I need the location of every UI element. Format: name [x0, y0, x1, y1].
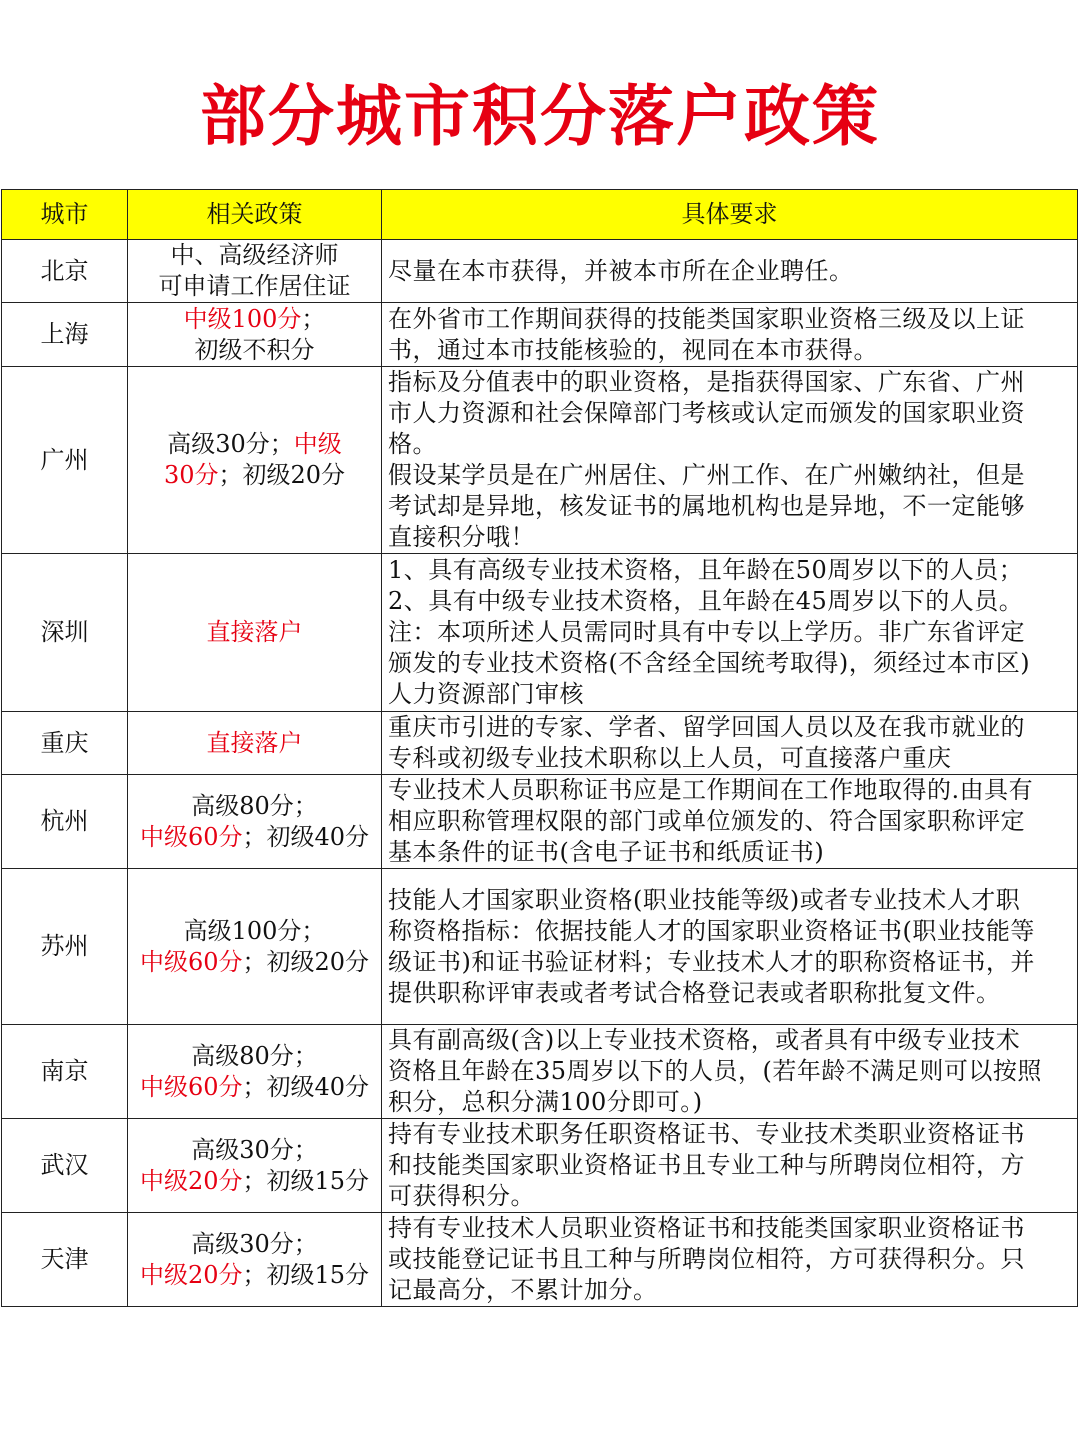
requirement-line: 和技能类国家职业资格证书且专业工种与所聘岗位相符，方 [388, 1151, 1025, 1179]
requirement-line: 格。 [388, 430, 437, 458]
policy-cell [128, 303, 382, 367]
city-cell: 南京 [2, 1025, 128, 1119]
city-cell: 重庆 [2, 712, 128, 775]
policy-line [128, 1041, 381, 1072]
policy-text: ；初级40分 [242, 822, 370, 851]
requirement-line: 重庆市引进的专家、学者、留学回国人员以及在我市就业的 [388, 713, 1025, 741]
requirement-line: 级证书)和证书验证材料；专业技术人才的职称资格证书，并 [388, 947, 1035, 976]
requirement-line: 直接积分哦！ [388, 523, 535, 551]
policy-line [128, 822, 381, 853]
requirement-line: 基本条件的证书(含电子证书和纸质证书) [388, 838, 825, 866]
policy-table [1, 189, 1078, 1307]
requirement-line: 专业技术人员职称证书应是工作期间在工作地取得的.由具有 [388, 776, 1034, 804]
requirement-line: 称资格指标：依据技能人才的国家职业资格证书(职业技能等 [388, 916, 1035, 945]
policy-cell [128, 1213, 382, 1307]
city-cell: 上海 [2, 303, 128, 367]
highlighted-score: 中级60分 [139, 822, 243, 851]
policy-line [128, 460, 381, 491]
requirement-line: 可获得积分。 [388, 1182, 535, 1210]
highlighted-score: 直接落户 [206, 728, 303, 757]
policy-line [128, 429, 381, 460]
requirement-line: 在外省市工作期间获得的技能类国家职业资格三级及以上证 [388, 304, 1025, 333]
city-cell: 苏州 [2, 869, 128, 1025]
policy-cell [128, 869, 382, 1025]
requirement-line: 假设某学员是在广州居住、广州工作、在广州嫩纳社，但是 [388, 461, 1025, 489]
table-row [2, 240, 1078, 303]
table-header-row [2, 190, 1078, 240]
highlighted-score: 中级60分 [139, 1072, 243, 1101]
policy-text: 高级30分； [167, 430, 294, 458]
requirement-cell [382, 240, 1078, 303]
highlighted-score: 30分 [163, 461, 219, 489]
table-row [2, 1213, 1078, 1307]
policy-line [128, 1260, 381, 1291]
policy-text: ；初级15分 [242, 1260, 370, 1289]
header-policy: 相关政策 [128, 190, 382, 240]
requirement-line: 具有副高级(含)以上专业技术资格，或者具有中级专业技术 [388, 1026, 1021, 1054]
requirement-cell [382, 1213, 1078, 1307]
city-cell: 杭州 [2, 775, 128, 869]
requirement-line: 1、具有高级专业技术资格，且年龄在50周岁以下的人员； [388, 556, 1024, 584]
requirement-cell [382, 775, 1078, 869]
table-row [2, 1119, 1078, 1213]
requirement-line: 2、具有中级专业技术资格，且年龄在45周岁以下的人员。 [388, 587, 1024, 615]
policy-text: 高级100分； [183, 916, 326, 945]
highlighted-score: 中级20分 [139, 1166, 243, 1195]
policy-line [128, 617, 381, 648]
policy-line [128, 1166, 381, 1197]
highlighted-score: 直接落户 [206, 618, 303, 646]
policy-cell [128, 1025, 382, 1119]
requirement-line: 积分，总积分满100分即可。) [388, 1088, 703, 1116]
city-cell: 武汉 [2, 1119, 128, 1213]
highlighted-score: 中级100分 [183, 304, 302, 333]
policy-text: 中、高级经济师 [170, 241, 339, 269]
header-requirement: 具体要求 [382, 190, 1078, 240]
requirement-line: 尽量在本市获得，并被本市所在企业聘任。 [388, 256, 854, 285]
city-cell: 天津 [2, 1213, 128, 1307]
requirement-line: 持有专业技术职务任职资格证书、专业技术类职业资格证书 [388, 1120, 1025, 1148]
header-city: 城市 [2, 190, 128, 240]
requirement-cell [382, 1025, 1078, 1119]
requirement-line: 持有专业技术人员职业资格证书和技能类国家职业资格证书 [388, 1214, 1025, 1242]
requirement-line: 技能人才国家职业资格(职业技能等级)或者专业技术人才职 [388, 885, 1021, 914]
table-row [2, 869, 1078, 1025]
policy-line [128, 240, 381, 271]
page-title: 部分城市积分落户政策 [200, 78, 880, 155]
policy-text: 高级30分； [191, 1229, 318, 1258]
requirement-line: 人力资源部门审核 [388, 680, 584, 708]
table-row [2, 1025, 1078, 1119]
highlighted-score: 中级60分 [139, 947, 243, 976]
requirement-cell [382, 1119, 1078, 1213]
policy-line [128, 916, 381, 947]
policy-line [128, 1229, 381, 1260]
table-row [2, 712, 1078, 775]
policy-line [128, 791, 381, 822]
policy-line [128, 335, 381, 366]
policy-text: 高级30分； [191, 1135, 318, 1164]
requirement-line: 专科或初级专业技术职称以上人员，可直接落户重庆 [388, 744, 952, 772]
policy-text: ； [301, 304, 326, 333]
policy-text: ；初级15分 [242, 1166, 370, 1195]
policy-line [128, 304, 381, 335]
policy-text: ；初级40分 [242, 1072, 370, 1101]
requirement-cell [382, 554, 1078, 712]
requirement-line: 或技能登记证书且工种与所聘岗位相符，方可获得积分。只 [388, 1245, 1025, 1273]
policy-cell [128, 712, 382, 775]
requirement-line: 考试却是异地，核发证书的属地机构也是异地，不一定能够 [388, 492, 1025, 520]
requirement-line: 提供职称评审表或者考试合格登记表或者职称批复文件。 [388, 978, 1001, 1007]
requirement-line: 颁发的专业技术资格(不含经全国统考取得)，须经过本市区) [388, 649, 1031, 677]
policy-cell [128, 775, 382, 869]
policy-text: 初级不积分 [194, 335, 315, 364]
requirement-line: 市人力资源和社会保障部门考核或认定而颁发的国家职业资 [388, 399, 1025, 427]
policy-text: 可申请工作居住证 [158, 272, 351, 300]
policy-text: 高级80分； [191, 1041, 318, 1070]
city-cell: 北京 [2, 240, 128, 303]
requirement-line: 记最高分，不累计加分。 [388, 1276, 658, 1304]
policy-cell [128, 554, 382, 712]
requirement-line: 书，通过本市技能核验的，视同在本市获得。 [388, 335, 878, 364]
requirement-line: 相应职称管理权限的部门或单位颁发的、符合国家职称评定 [388, 807, 1025, 835]
table-row [2, 303, 1078, 367]
highlighted-score: 中级 [293, 430, 342, 458]
table-row [2, 775, 1078, 869]
policy-text: ；初级20分 [218, 461, 346, 489]
city-cell: 深圳 [2, 554, 128, 712]
policy-text: ；初级20分 [242, 947, 370, 976]
city-cell: 广州 [2, 367, 128, 554]
requirement-cell [382, 367, 1078, 554]
highlighted-score: 中级20分 [139, 1260, 243, 1289]
policy-text: 高级80分； [191, 791, 318, 820]
requirement-line: 注：本项所述人员需同时具有中专以上学历。非广东省评定 [388, 618, 1025, 646]
policy-cell [128, 1119, 382, 1213]
policy-line [128, 1135, 381, 1166]
table-row [2, 367, 1078, 554]
policy-line [128, 1072, 381, 1103]
requirement-line: 资格且年龄在35周岁以下的人员，(若年龄不满足则可以按照 [388, 1057, 1042, 1085]
policy-cell [128, 367, 382, 554]
requirement-cell [382, 712, 1078, 775]
policy-line [128, 271, 381, 302]
table-row [2, 554, 1078, 712]
policy-line [128, 947, 381, 978]
requirement-line: 指标及分值表中的职业资格，是指获得国家、广东省、广州 [388, 368, 1025, 396]
policy-line [128, 728, 381, 759]
requirement-cell [382, 303, 1078, 367]
policy-cell [128, 240, 382, 303]
requirement-cell [382, 869, 1078, 1025]
